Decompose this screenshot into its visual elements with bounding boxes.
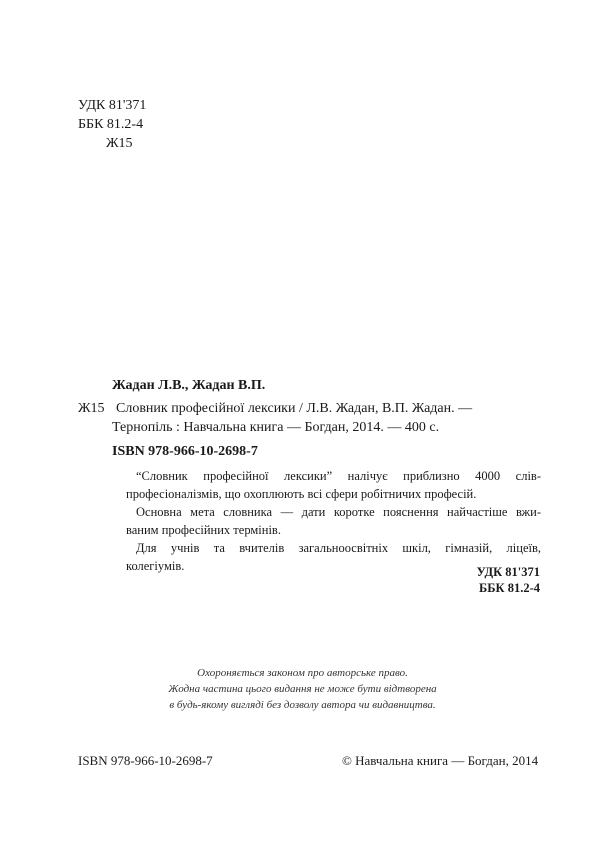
card-isbn: ISBN 978-966-10-2698-7	[112, 444, 258, 459]
udk-code-bottom: УДК 81'371	[476, 565, 540, 579]
card-publisher-line: Тернопіль : Навчальна книга — Богдан, 2014. — 400 с.	[112, 420, 440, 435]
notice-line: в будь-якому вигляді без дозволу автора чи видавництва.	[169, 699, 436, 711]
notice-line: Охороняється законом про авторське право.	[197, 667, 408, 679]
udk-code: УДК 81'371	[78, 98, 147, 113]
bbk-code: ББК 81.2-4	[78, 117, 144, 132]
bbk-code-bottom: ББК 81.2-4	[478, 581, 540, 595]
annotation-line: Для учнів та вчителів загальноосвітніх шкіл, гімназій, ліцеїв,	[136, 541, 541, 555]
card-authors: Жадан Л.В., Жадан В.П.	[112, 378, 266, 393]
annotation-line: колегіумів.	[126, 559, 185, 573]
footer-copyright: © Навчальна книга — Богдан, 2014	[342, 753, 539, 768]
annotation-line: “Словник професійної лексики” налічує приблизно 4000 слів-	[136, 469, 541, 483]
copyright-notice	[150, 665, 455, 713]
annotation-line: ваним професійних термінів.	[126, 523, 281, 537]
classification-top	[78, 96, 146, 153]
annotation-line: Основна мета словника — дати коротке пояснення найчастіше вжи-	[136, 505, 541, 519]
notice-line: Жодна частина цього видання не може бути відтворена	[168, 683, 437, 695]
author-mark: Ж15	[106, 136, 133, 151]
card-author-mark: Ж15	[78, 401, 105, 416]
footer-isbn: ISBN 978-966-10-2698-7	[78, 753, 213, 768]
annotation	[126, 467, 541, 575]
annotation-line: професіоналізмів, що охоплюють всі сфери робітничих професій.	[126, 487, 477, 501]
card-title-line: Словник професійної лексики / Л.В. Жадан, В.П. Жадан. —	[116, 401, 473, 416]
classification-bottom	[400, 564, 540, 596]
